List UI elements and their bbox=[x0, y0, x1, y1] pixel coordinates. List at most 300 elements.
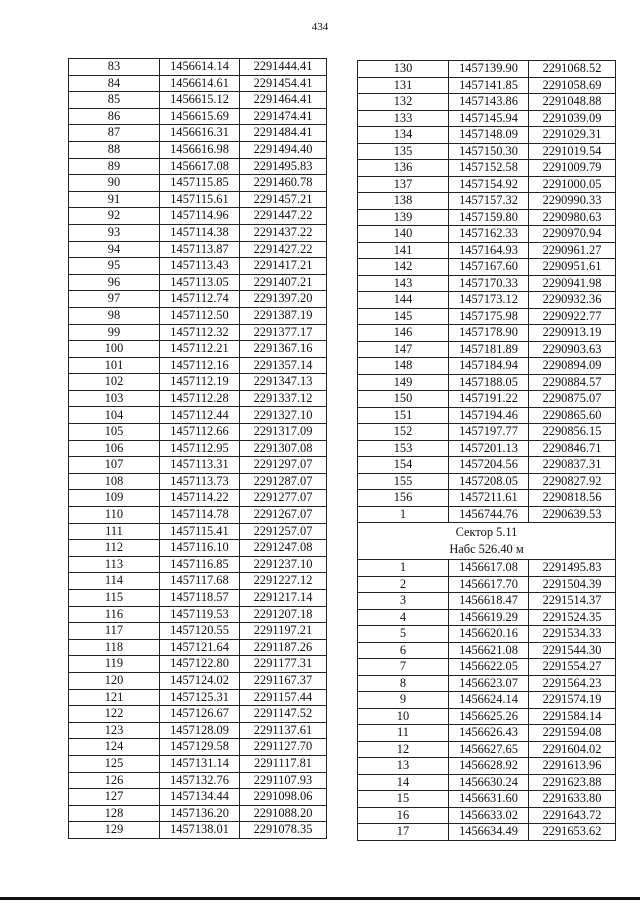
point-number-cell: 6 bbox=[358, 642, 449, 659]
x-coordinate-cell: 1457178.90 bbox=[449, 325, 529, 342]
x-coordinate-cell: 1456627.65 bbox=[449, 741, 529, 758]
table-row bbox=[69, 274, 327, 291]
table-row bbox=[358, 308, 616, 325]
table-row bbox=[69, 772, 327, 789]
x-coordinate-cell: 1457112.95 bbox=[160, 440, 240, 457]
y-coordinate-cell: 2291534.33 bbox=[529, 626, 616, 643]
point-number-cell: 125 bbox=[69, 755, 160, 772]
x-coordinate-cell: 1456618.47 bbox=[449, 593, 529, 610]
table-row bbox=[69, 374, 327, 391]
x-coordinate-cell: 1456634.49 bbox=[449, 824, 529, 841]
x-coordinate-cell: 1457113.87 bbox=[160, 241, 240, 258]
table-row bbox=[358, 506, 616, 523]
point-number-cell: 136 bbox=[358, 160, 449, 177]
x-coordinate-cell: 1456619.29 bbox=[449, 609, 529, 626]
table-row bbox=[69, 540, 327, 557]
point-number-cell: 110 bbox=[69, 507, 160, 524]
y-coordinate-cell: 2290980.63 bbox=[529, 209, 616, 226]
table-row bbox=[358, 259, 616, 276]
y-coordinate-cell: 2290884.57 bbox=[529, 374, 616, 391]
x-coordinate-cell: 1456616.98 bbox=[160, 141, 240, 158]
table-row bbox=[69, 92, 327, 109]
table-row bbox=[358, 609, 616, 626]
y-coordinate-cell: 2291444.41 bbox=[240, 59, 327, 76]
point-number-cell: 151 bbox=[358, 407, 449, 424]
y-coordinate-cell: 2291594.08 bbox=[529, 725, 616, 742]
point-number-cell: 2 bbox=[358, 576, 449, 593]
table-row bbox=[69, 722, 327, 739]
table-row bbox=[69, 224, 327, 241]
table-row bbox=[69, 175, 327, 192]
point-number-cell: 105 bbox=[69, 424, 160, 441]
y-coordinate-cell: 2290856.15 bbox=[529, 424, 616, 441]
y-coordinate-cell: 2291377.17 bbox=[240, 324, 327, 341]
point-number-cell: 17 bbox=[358, 824, 449, 841]
point-number-cell: 95 bbox=[69, 258, 160, 275]
y-coordinate-cell: 2290818.56 bbox=[529, 490, 616, 507]
y-coordinate-cell: 2291495.83 bbox=[529, 560, 616, 577]
table-row bbox=[358, 275, 616, 292]
point-number-cell: 142 bbox=[358, 259, 449, 276]
x-coordinate-cell: 1457116.10 bbox=[160, 540, 240, 557]
x-coordinate-cell: 1457139.90 bbox=[449, 61, 529, 78]
y-coordinate-cell: 2291167.37 bbox=[240, 672, 327, 689]
y-coordinate-cell: 2290970.94 bbox=[529, 226, 616, 243]
table-row bbox=[69, 822, 327, 839]
point-number-cell: 129 bbox=[69, 822, 160, 839]
point-number-cell: 103 bbox=[69, 390, 160, 407]
point-number-cell: 148 bbox=[358, 358, 449, 375]
y-coordinate-cell: 2291633.80 bbox=[529, 791, 616, 808]
point-number-cell: 3 bbox=[358, 593, 449, 610]
y-coordinate-cell: 2291117.81 bbox=[240, 755, 327, 772]
y-coordinate-cell: 2291397.20 bbox=[240, 291, 327, 308]
table-row bbox=[69, 507, 327, 524]
y-coordinate-cell: 2291460.78 bbox=[240, 175, 327, 192]
y-coordinate-cell: 2291437.22 bbox=[240, 224, 327, 241]
x-coordinate-cell: 1457124.02 bbox=[160, 672, 240, 689]
x-coordinate-cell: 1457164.93 bbox=[449, 242, 529, 259]
point-number-cell: 8 bbox=[358, 675, 449, 692]
table-row bbox=[69, 689, 327, 706]
x-coordinate-cell: 1457112.44 bbox=[160, 407, 240, 424]
table-row bbox=[69, 457, 327, 474]
y-coordinate-cell: 2291247.08 bbox=[240, 540, 327, 557]
table-row bbox=[69, 291, 327, 308]
point-number-cell: 94 bbox=[69, 241, 160, 258]
point-number-cell: 12 bbox=[358, 741, 449, 758]
table-row bbox=[69, 341, 327, 358]
table-row bbox=[358, 473, 616, 490]
bottom-rule bbox=[0, 897, 640, 900]
x-coordinate-cell: 1457208.05 bbox=[449, 473, 529, 490]
y-coordinate-cell: 2291367.16 bbox=[240, 341, 327, 358]
x-coordinate-cell: 1457112.19 bbox=[160, 374, 240, 391]
y-coordinate-cell: 2291048.88 bbox=[529, 94, 616, 111]
table-row bbox=[358, 160, 616, 177]
y-coordinate-cell: 2291653.62 bbox=[529, 824, 616, 841]
y-coordinate-cell: 2290837.31 bbox=[529, 457, 616, 474]
y-coordinate-cell: 2291514.37 bbox=[529, 593, 616, 610]
y-coordinate-cell: 2291227.12 bbox=[240, 573, 327, 590]
x-coordinate-cell: 1457113.73 bbox=[160, 473, 240, 490]
y-coordinate-cell: 2291068.52 bbox=[529, 61, 616, 78]
table-row bbox=[358, 440, 616, 457]
y-coordinate-cell: 2290639.53 bbox=[529, 506, 616, 523]
x-coordinate-cell: 1456614.14 bbox=[160, 59, 240, 76]
y-coordinate-cell: 2291337.12 bbox=[240, 390, 327, 407]
x-coordinate-cell: 1457157.32 bbox=[449, 193, 529, 210]
y-coordinate-cell: 2291237.10 bbox=[240, 556, 327, 573]
table-row bbox=[358, 758, 616, 775]
point-number-cell: 84 bbox=[69, 75, 160, 92]
point-number-cell: 14 bbox=[358, 774, 449, 791]
point-number-cell: 140 bbox=[358, 226, 449, 243]
x-coordinate-cell: 1457112.50 bbox=[160, 307, 240, 324]
sector-header-group bbox=[358, 523, 616, 560]
point-number-cell: 138 bbox=[358, 193, 449, 210]
x-coordinate-cell: 1457148.09 bbox=[449, 127, 529, 144]
y-coordinate-cell: 2291327.10 bbox=[240, 407, 327, 424]
point-number-cell: 100 bbox=[69, 341, 160, 358]
x-coordinate-cell: 1457118.57 bbox=[160, 590, 240, 607]
y-coordinate-cell: 2291137.61 bbox=[240, 722, 327, 739]
y-coordinate-cell: 2291277.07 bbox=[240, 490, 327, 507]
point-number-cell: 90 bbox=[69, 175, 160, 192]
x-coordinate-cell: 1457126.67 bbox=[160, 706, 240, 723]
point-number-cell: 139 bbox=[358, 209, 449, 226]
x-coordinate-cell: 1457150.30 bbox=[449, 143, 529, 160]
table-row bbox=[358, 741, 616, 758]
x-coordinate-cell: 1457162.33 bbox=[449, 226, 529, 243]
sector-header-cell bbox=[358, 523, 616, 560]
table-row bbox=[69, 125, 327, 142]
point-number-cell: 86 bbox=[69, 108, 160, 125]
point-number-cell: 87 bbox=[69, 125, 160, 142]
point-number-cell: 85 bbox=[69, 92, 160, 109]
point-number-cell: 1 bbox=[358, 506, 449, 523]
table-row bbox=[358, 626, 616, 643]
table-row bbox=[69, 241, 327, 258]
table-row bbox=[358, 407, 616, 424]
table-row bbox=[358, 807, 616, 824]
y-coordinate-cell: 2291098.06 bbox=[240, 789, 327, 806]
table-row bbox=[69, 75, 327, 92]
point-number-cell: 123 bbox=[69, 722, 160, 739]
x-coordinate-cell: 1456633.02 bbox=[449, 807, 529, 824]
x-coordinate-cell: 1457113.31 bbox=[160, 457, 240, 474]
point-number-cell: 88 bbox=[69, 141, 160, 158]
y-coordinate-cell: 2291427.22 bbox=[240, 241, 327, 258]
table-row bbox=[69, 490, 327, 507]
table-row bbox=[358, 193, 616, 210]
y-coordinate-cell: 2291257.07 bbox=[240, 523, 327, 540]
table-row bbox=[69, 208, 327, 225]
x-coordinate-cell: 1457145.94 bbox=[449, 110, 529, 127]
y-coordinate-cell: 2290903.63 bbox=[529, 341, 616, 358]
x-coordinate-cell: 1457112.28 bbox=[160, 390, 240, 407]
x-coordinate-cell: 1456744.76 bbox=[449, 506, 529, 523]
x-coordinate-cell: 1456617.08 bbox=[449, 560, 529, 577]
y-coordinate-cell: 2291317.09 bbox=[240, 424, 327, 441]
y-coordinate-cell: 2290951.61 bbox=[529, 259, 616, 276]
point-number-cell: 152 bbox=[358, 424, 449, 441]
point-number-cell: 4 bbox=[358, 609, 449, 626]
table-row bbox=[358, 642, 616, 659]
point-number-cell: 11 bbox=[358, 725, 449, 742]
y-coordinate-cell: 2291187.26 bbox=[240, 639, 327, 656]
y-coordinate-cell: 2291564.23 bbox=[529, 675, 616, 692]
table-row bbox=[69, 191, 327, 208]
point-number-cell: 13 bbox=[358, 758, 449, 775]
point-number-cell: 106 bbox=[69, 440, 160, 457]
point-number-cell: 99 bbox=[69, 324, 160, 341]
y-coordinate-cell: 2291078.35 bbox=[240, 822, 327, 839]
y-coordinate-cell: 2291604.02 bbox=[529, 741, 616, 758]
x-coordinate-cell: 1457114.38 bbox=[160, 224, 240, 241]
x-coordinate-cell: 1457120.55 bbox=[160, 623, 240, 640]
x-coordinate-cell: 1456621.08 bbox=[449, 642, 529, 659]
table-row bbox=[69, 59, 327, 76]
x-coordinate-cell: 1457112.21 bbox=[160, 341, 240, 358]
point-number-cell: 144 bbox=[358, 292, 449, 309]
table-row bbox=[69, 739, 327, 756]
point-number-cell: 98 bbox=[69, 307, 160, 324]
x-coordinate-cell: 1456626.43 bbox=[449, 725, 529, 742]
table-row bbox=[69, 523, 327, 540]
table-row bbox=[358, 61, 616, 78]
x-coordinate-cell: 1456624.14 bbox=[449, 692, 529, 709]
point-number-cell: 112 bbox=[69, 540, 160, 557]
y-coordinate-cell: 2290922.77 bbox=[529, 308, 616, 325]
y-coordinate-cell: 2290932.36 bbox=[529, 292, 616, 309]
point-number-cell: 154 bbox=[358, 457, 449, 474]
y-coordinate-cell: 2290846.71 bbox=[529, 440, 616, 457]
point-number-cell: 104 bbox=[69, 407, 160, 424]
point-number-cell: 150 bbox=[358, 391, 449, 408]
point-number-cell: 97 bbox=[69, 291, 160, 308]
x-coordinate-cell: 1456616.31 bbox=[160, 125, 240, 142]
x-coordinate-cell: 1457132.76 bbox=[160, 772, 240, 789]
table-row bbox=[69, 656, 327, 673]
point-number-cell: 101 bbox=[69, 357, 160, 374]
y-coordinate-cell: 2291287.07 bbox=[240, 473, 327, 490]
table-row bbox=[69, 357, 327, 374]
y-coordinate-cell: 2291107.93 bbox=[240, 772, 327, 789]
table-row bbox=[69, 590, 327, 607]
point-number-cell: 118 bbox=[69, 639, 160, 656]
x-coordinate-cell: 1457114.96 bbox=[160, 208, 240, 225]
point-number-cell: 127 bbox=[69, 789, 160, 806]
y-coordinate-cell: 2291197.21 bbox=[240, 623, 327, 640]
x-coordinate-cell: 1456628.92 bbox=[449, 758, 529, 775]
table-row bbox=[358, 708, 616, 725]
x-coordinate-cell: 1457114.78 bbox=[160, 507, 240, 524]
y-coordinate-cell: 2291029.31 bbox=[529, 127, 616, 144]
table-row bbox=[69, 108, 327, 125]
x-coordinate-cell: 1457181.89 bbox=[449, 341, 529, 358]
point-number-cell: 109 bbox=[69, 490, 160, 507]
table-row bbox=[358, 675, 616, 692]
table-row bbox=[358, 127, 616, 144]
x-coordinate-cell: 1457173.12 bbox=[449, 292, 529, 309]
point-number-cell: 1 bbox=[358, 560, 449, 577]
point-number-cell: 128 bbox=[69, 805, 160, 822]
point-number-cell: 147 bbox=[358, 341, 449, 358]
table-row bbox=[358, 209, 616, 226]
x-coordinate-cell: 1457188.05 bbox=[449, 374, 529, 391]
point-number-cell: 96 bbox=[69, 274, 160, 291]
point-number-cell: 115 bbox=[69, 590, 160, 607]
point-number-cell: 108 bbox=[69, 473, 160, 490]
point-number-cell: 132 bbox=[358, 94, 449, 111]
table-row bbox=[69, 390, 327, 407]
table-row bbox=[358, 374, 616, 391]
x-coordinate-cell: 1457125.31 bbox=[160, 689, 240, 706]
table-row bbox=[358, 391, 616, 408]
point-number-cell: 111 bbox=[69, 523, 160, 540]
table-row bbox=[358, 341, 616, 358]
table-row bbox=[69, 706, 327, 723]
table-row bbox=[358, 424, 616, 441]
x-coordinate-cell: 1457115.41 bbox=[160, 523, 240, 540]
point-number-cell: 135 bbox=[358, 143, 449, 160]
point-number-cell: 16 bbox=[358, 807, 449, 824]
point-number-cell: 156 bbox=[358, 490, 449, 507]
x-coordinate-cell: 1457112.16 bbox=[160, 357, 240, 374]
x-coordinate-cell: 1457194.46 bbox=[449, 407, 529, 424]
point-number-cell: 15 bbox=[358, 791, 449, 808]
y-coordinate-cell: 2291009.79 bbox=[529, 160, 616, 177]
y-coordinate-cell: 2291574.19 bbox=[529, 692, 616, 709]
table-row bbox=[358, 791, 616, 808]
y-coordinate-cell: 2291297.07 bbox=[240, 457, 327, 474]
x-coordinate-cell: 1457115.61 bbox=[160, 191, 240, 208]
x-coordinate-cell: 1456620.16 bbox=[449, 626, 529, 643]
y-coordinate-cell: 2291267.07 bbox=[240, 507, 327, 524]
point-number-cell: 10 bbox=[358, 708, 449, 725]
y-coordinate-cell: 2291447.22 bbox=[240, 208, 327, 225]
table-row bbox=[358, 692, 616, 709]
x-coordinate-cell: 1456623.07 bbox=[449, 675, 529, 692]
table-row bbox=[358, 226, 616, 243]
table-row bbox=[358, 457, 616, 474]
y-coordinate-cell: 2291000.05 bbox=[529, 176, 616, 193]
page-number: 434 bbox=[311, 21, 329, 33]
point-number-cell: 149 bbox=[358, 374, 449, 391]
point-number-cell: 122 bbox=[69, 706, 160, 723]
point-number-cell: 5 bbox=[358, 626, 449, 643]
x-coordinate-cell: 1457119.53 bbox=[160, 606, 240, 623]
x-coordinate-cell: 1457117.68 bbox=[160, 573, 240, 590]
y-coordinate-cell: 2291484.41 bbox=[240, 125, 327, 142]
x-coordinate-cell: 1457175.98 bbox=[449, 308, 529, 325]
table-row bbox=[69, 639, 327, 656]
x-coordinate-cell: 1457112.32 bbox=[160, 324, 240, 341]
x-coordinate-cell: 1457191.22 bbox=[449, 391, 529, 408]
table-row bbox=[69, 755, 327, 772]
table-row bbox=[358, 576, 616, 593]
sector-title: Сектор 5.11 bbox=[455, 525, 518, 539]
x-coordinate-cell: 1456615.12 bbox=[160, 92, 240, 109]
x-coordinate-cell: 1457112.66 bbox=[160, 424, 240, 441]
table-row bbox=[69, 324, 327, 341]
coordinates-table-right bbox=[357, 60, 616, 841]
y-coordinate-cell: 2291524.35 bbox=[529, 609, 616, 626]
table-row bbox=[358, 593, 616, 610]
y-coordinate-cell: 2291177.31 bbox=[240, 656, 327, 673]
y-coordinate-cell: 2291494.40 bbox=[240, 141, 327, 158]
x-coordinate-cell: 1457115.85 bbox=[160, 175, 240, 192]
y-coordinate-cell: 2291544.30 bbox=[529, 642, 616, 659]
x-coordinate-cell: 1457131.14 bbox=[160, 755, 240, 772]
y-coordinate-cell: 2291157.44 bbox=[240, 689, 327, 706]
y-coordinate-cell: 2291058.69 bbox=[529, 77, 616, 94]
x-coordinate-cell: 1457116.85 bbox=[160, 556, 240, 573]
sector-header-row bbox=[358, 523, 616, 560]
table-row bbox=[358, 325, 616, 342]
y-coordinate-cell: 2291217.14 bbox=[240, 590, 327, 607]
table-row bbox=[358, 560, 616, 577]
y-coordinate-cell: 2291347.13 bbox=[240, 374, 327, 391]
table-row bbox=[358, 292, 616, 309]
point-number-cell: 155 bbox=[358, 473, 449, 490]
x-coordinate-cell: 1457167.60 bbox=[449, 259, 529, 276]
table-row bbox=[69, 141, 327, 158]
x-coordinate-cell: 1456622.05 bbox=[449, 659, 529, 676]
x-coordinate-cell: 1457170.33 bbox=[449, 275, 529, 292]
y-coordinate-cell: 2290961.27 bbox=[529, 242, 616, 259]
y-coordinate-cell: 2291584.14 bbox=[529, 708, 616, 725]
y-coordinate-cell: 2291495.83 bbox=[240, 158, 327, 175]
table-row bbox=[69, 158, 327, 175]
x-coordinate-cell: 1457113.43 bbox=[160, 258, 240, 275]
x-coordinate-cell: 1457204.56 bbox=[449, 457, 529, 474]
y-coordinate-cell: 2290990.33 bbox=[529, 193, 616, 210]
table-row bbox=[358, 490, 616, 507]
point-number-cell: 121 bbox=[69, 689, 160, 706]
y-coordinate-cell: 2291127.70 bbox=[240, 739, 327, 756]
x-coordinate-cell: 1457154.92 bbox=[449, 176, 529, 193]
x-coordinate-cell: 1457138.01 bbox=[160, 822, 240, 839]
point-number-cell: 116 bbox=[69, 606, 160, 623]
table-row bbox=[358, 94, 616, 111]
y-coordinate-cell: 2290865.60 bbox=[529, 407, 616, 424]
y-coordinate-cell: 2291613.96 bbox=[529, 758, 616, 775]
y-coordinate-cell: 2291623.88 bbox=[529, 774, 616, 791]
table-row bbox=[358, 242, 616, 259]
coordinates-table-right-body-top bbox=[358, 61, 616, 523]
table-row bbox=[69, 307, 327, 324]
table-row bbox=[69, 623, 327, 640]
point-number-cell: 126 bbox=[69, 772, 160, 789]
point-number-cell: 131 bbox=[358, 77, 449, 94]
point-number-cell: 114 bbox=[69, 573, 160, 590]
table-row bbox=[69, 805, 327, 822]
table-row bbox=[358, 725, 616, 742]
table-row bbox=[358, 659, 616, 676]
table-row bbox=[358, 143, 616, 160]
point-number-cell: 146 bbox=[358, 325, 449, 342]
x-coordinate-cell: 1456617.70 bbox=[449, 576, 529, 593]
x-coordinate-cell: 1457152.58 bbox=[449, 160, 529, 177]
point-number-cell: 134 bbox=[358, 127, 449, 144]
x-coordinate-cell: 1457143.86 bbox=[449, 94, 529, 111]
x-coordinate-cell: 1457114.22 bbox=[160, 490, 240, 507]
y-coordinate-cell: 2291307.08 bbox=[240, 440, 327, 457]
y-coordinate-cell: 2290875.07 bbox=[529, 391, 616, 408]
x-coordinate-cell: 1457122.80 bbox=[160, 656, 240, 673]
